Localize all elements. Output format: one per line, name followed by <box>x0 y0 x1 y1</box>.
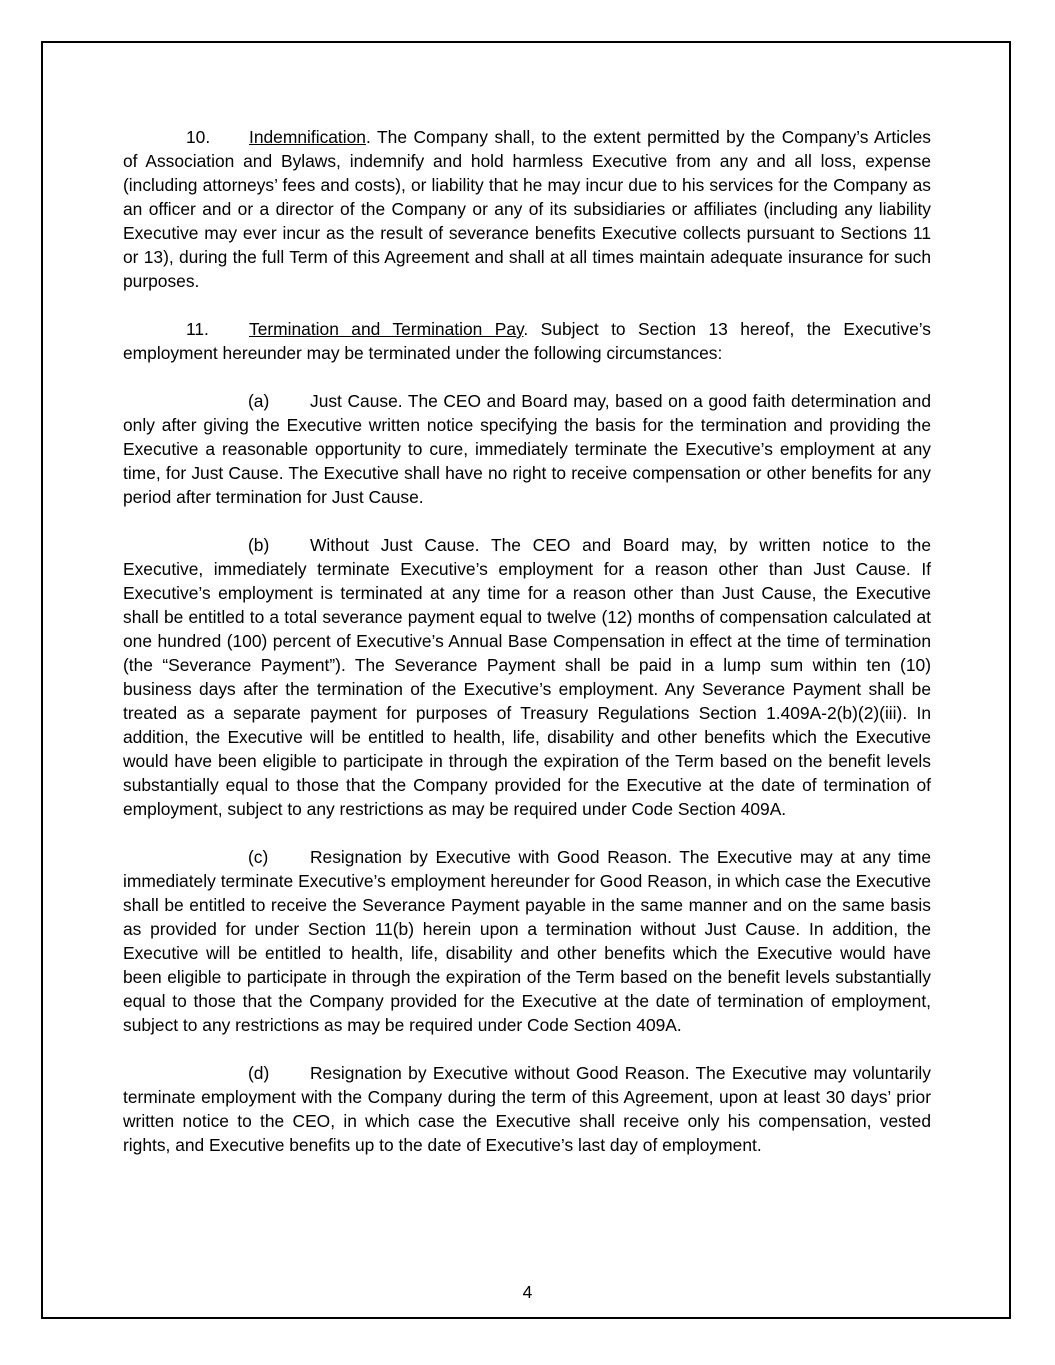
section-11-paragraph <box>123 317 931 365</box>
section-number: 10. <box>186 127 211 147</box>
subsection-label: (a) <box>248 391 270 411</box>
subsection-label: (b) <box>248 535 270 555</box>
subsection-label: (d) <box>248 1063 270 1083</box>
section-text: . Subject to Section 13 hereof, the Executive’s employment hereunder may be terminated under the following circumstances: <box>123 319 931 363</box>
subsection-text: Resignation by Executive without Good Reason. The Executive may voluntarily terminate employment with the Company during the term of this Agreement, upon at least 30 days’ prior written notice to the CEO, in which case the Executive shall receive only his compensation, vested rights, and Executive benefits up to the date of Executive’s last day of employment. <box>123 1063 931 1155</box>
section-heading: Termination and Termination Pay <box>249 319 524 339</box>
section-10-paragraph <box>123 125 931 293</box>
subsection-c-paragraph <box>123 845 931 1037</box>
section-text: . The Company shall, to the extent permitted by the Company’s Articles of Association and Bylaws, indemnify and hold harmless Executive from any and all loss, expense (including attorneys’ fees and costs), or liability that he may incur due to his services for the Company as an officer and or a director of the Company or any of its subsidiaries or affiliates (including any liability Executive may ever incur as the result of severance benefits Executive collects pursuant to Sections 11 or 13), during the full Term of this Agreement and shall at all times maintain adequate insurance for such purposes. <box>123 127 931 291</box>
subsection-text: Just Cause. The CEO and Board may, based on a good faith determination and only after giving the Executive written notice specifying the basis for the termination and providing the Executive a reasonable opportunity to cure, immediately terminate the Executive’s employment at any time, for Just Cause. The Executive shall have no right to receive compensation or other benefits for any period after termination for Just Cause. <box>123 391 931 507</box>
subsection-text: Without Just Cause. The CEO and Board may, by written notice to the Executive, immediately terminate Executive’s employment for a reason other than Just Cause. If Executive’s employment is terminated at any time for a reason other than Just Cause, the Executive shall be entitled to a total severance payment equal to twelve (12) months of compensation calculated at one hundred (100) percent of Executive’s Annual Base Compensation in effect at the time of termination (the “Severance Payment”). The Severance Payment shall be paid in a lump sum within ten (10) business days after the termination of the Executive’s employment. Any Severance Payment shall be treated as a separate payment for purposes of Treasury Regulations Section 1.409A-2(b)(2)(iii). In addition, the Executive will be entitled to health, life, disability and other benefits which the Executive would have been eligible to participate in through the expiration of the Term based on the benefit levels substantially equal to those that the Company provided for the Executive at the date of termination of employment, subject to any restrictions as may be required under Code Section 409A. <box>123 535 931 819</box>
section-heading: Indemnification <box>249 127 366 147</box>
page-number: 4 <box>522 1282 533 1302</box>
document-body <box>123 125 931 1157</box>
subsection-b-paragraph <box>123 533 931 821</box>
subsection-text: Resignation by Executive with Good Reason. The Executive may at any time immediately terminate Executive’s employment hereunder for Good Reason, in which case the Executive shall be entitled to receive the Severance Payment payable in the same manner and on the same basis as provided for under Section 11(b) herein upon a termination without Just Cause. In addition, the Executive will be entitled to health, life, disability and other benefits which the Executive would have been eligible to participate in through the expiration of the Term based on the benefit levels substantially equal to those that the Company provided for the Executive at the date of termination of employment, subject to any restrictions as may be required under Code Section 409A. <box>123 847 931 1035</box>
section-number: 11. <box>186 319 209 339</box>
subsection-d-paragraph <box>123 1061 931 1157</box>
subsection-a-paragraph <box>123 389 931 509</box>
subsection-label: (c) <box>248 847 269 867</box>
